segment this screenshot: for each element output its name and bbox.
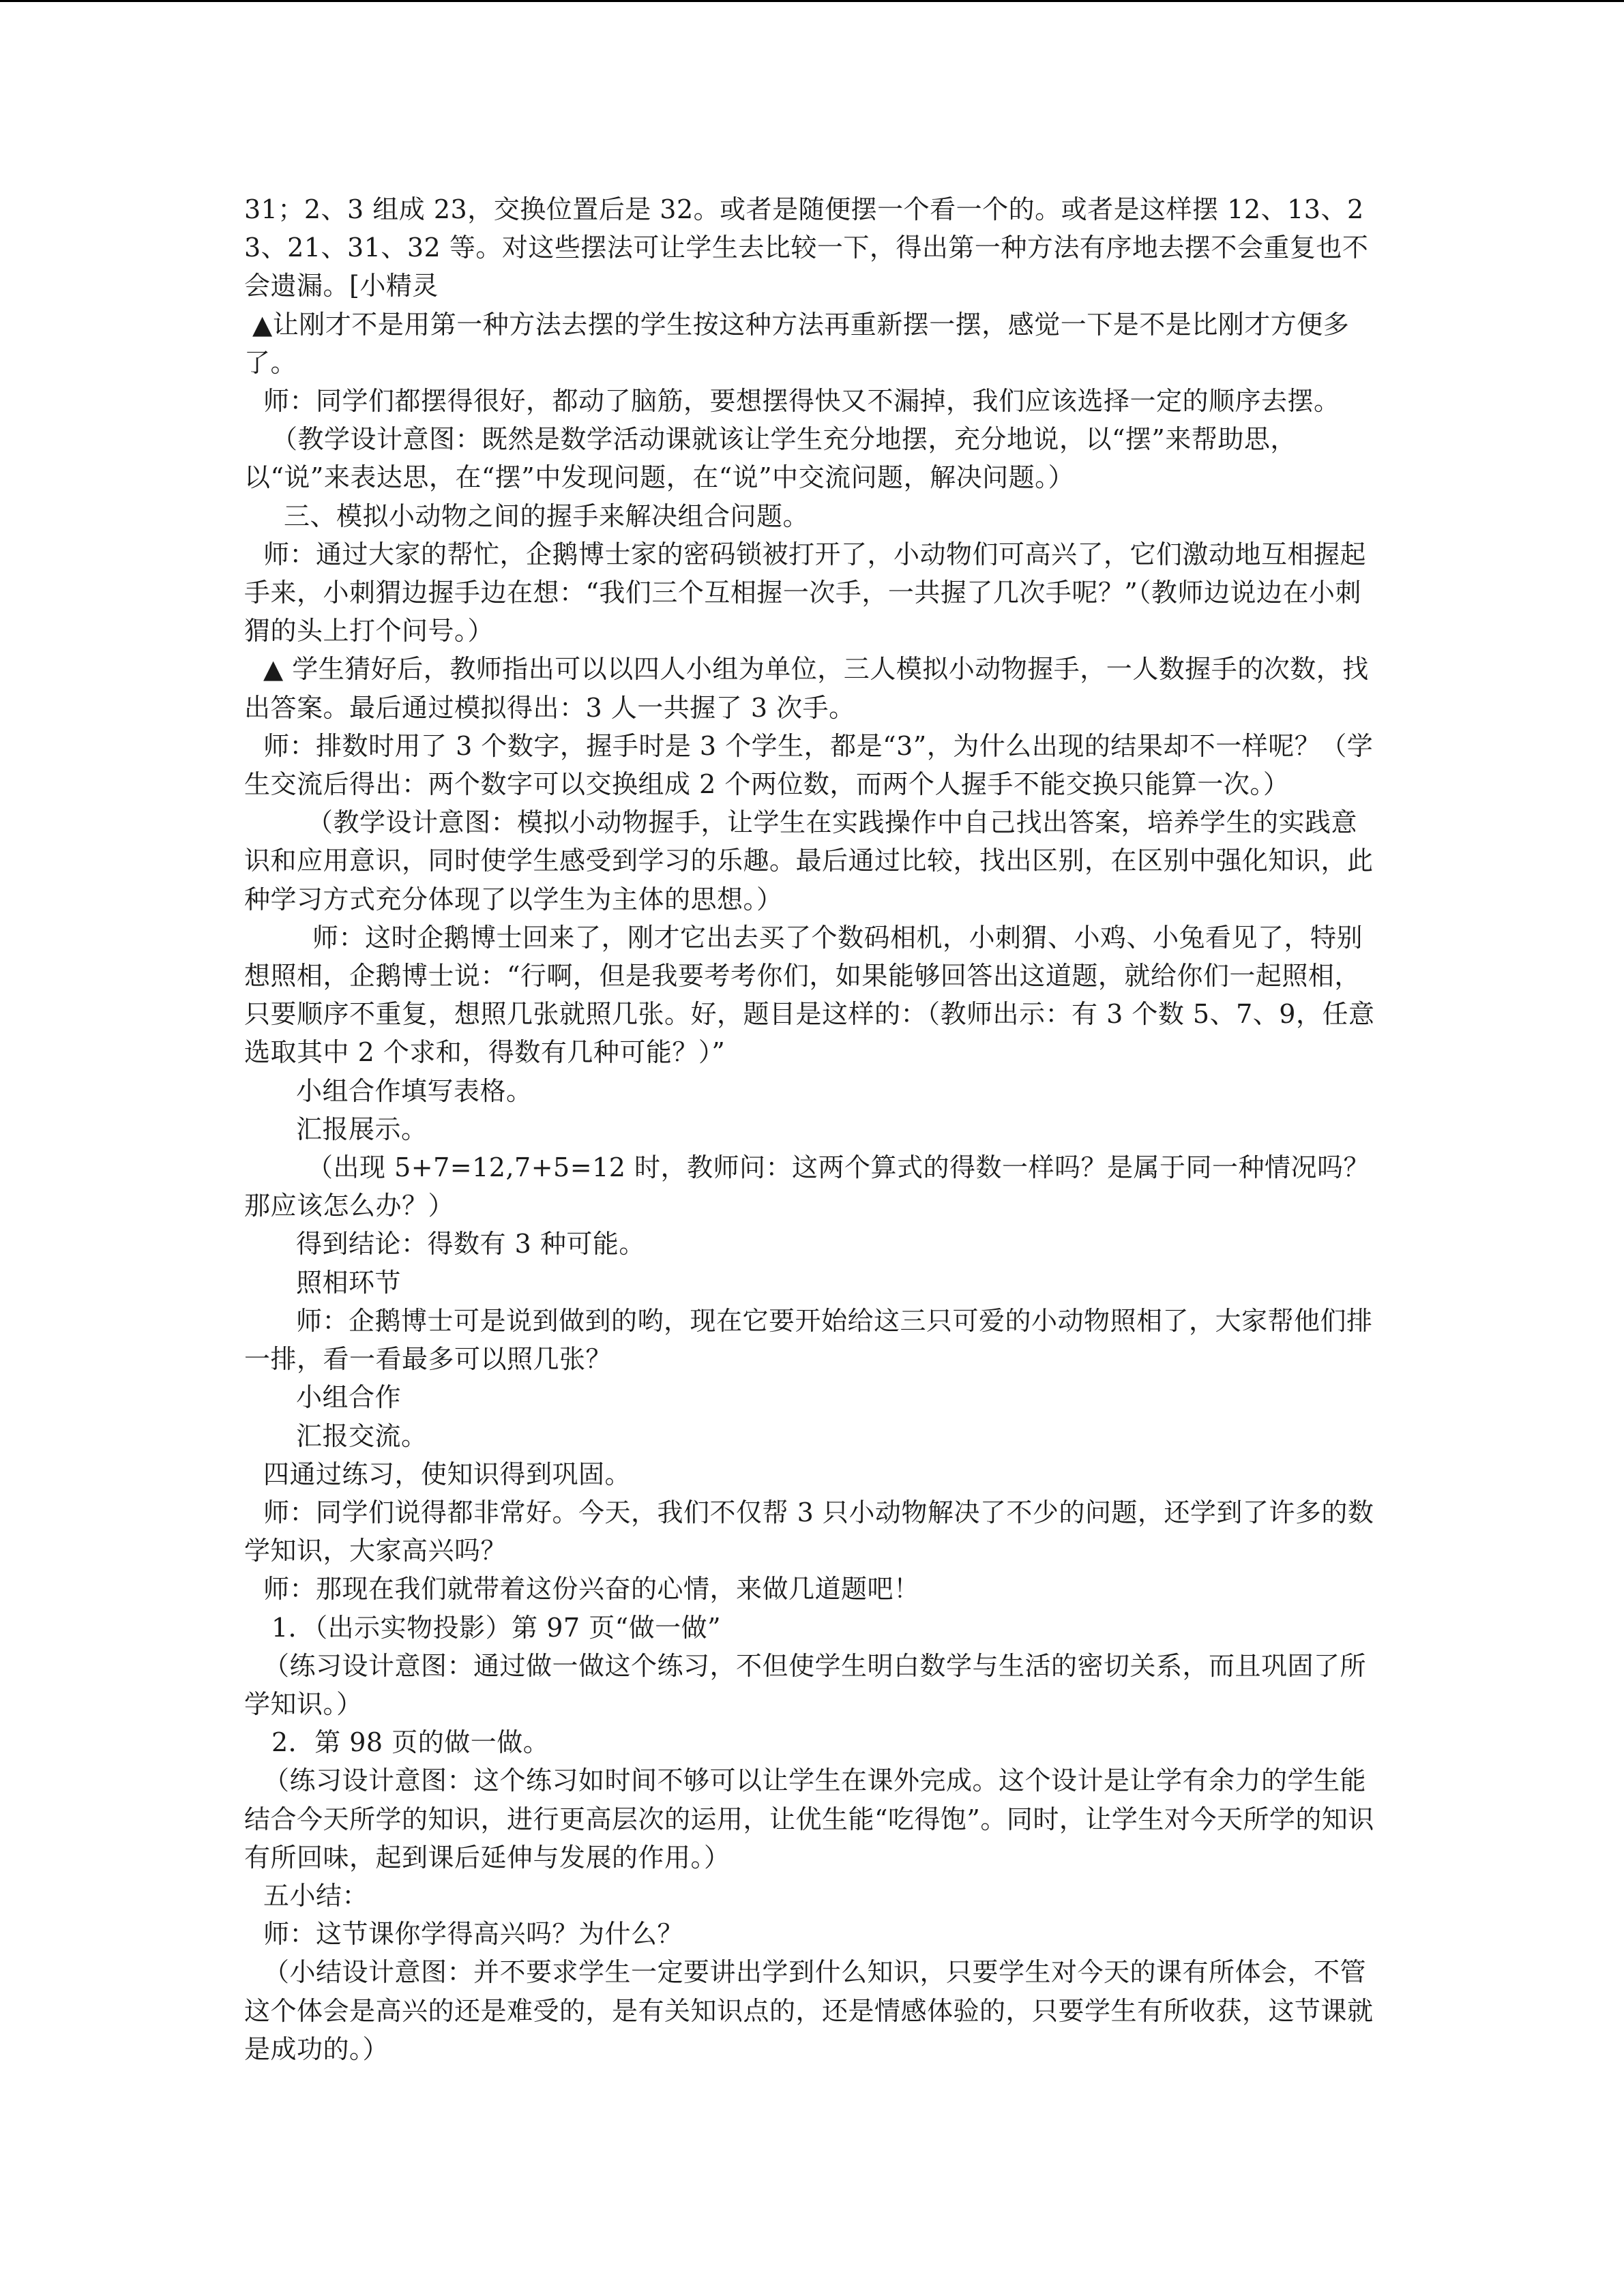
paragraph: 31；2、3 组成 23，交换位置后是 32。或者是随便摆一个看一个的。或者是这样摆 12、13、23、21、31、32 等。对这些摆法可让学生去比较一下，得出第一种方法有序地去摆不会重复也不会遗漏。[小精灵 [244, 194, 1369, 301]
paragraph: （教学设计意图：模拟小动物握手，让学生在实践操作中自己找出答案，培养学生的实践意识和应用意识，同时使学生感受到学习的乐趣。最后通过比较，找出区别，在区别中强化知识，此种学习方式充分体现了以学生为主体的思想。） [244, 807, 1374, 914]
paragraph: 1．（出示实物投影）第 97 页“做一做” [271, 1612, 722, 1643]
paragraph: 师：企鹅博士可是说到做到的哟，现在它要开始给这三只可爱的小动物照相了，大家帮他们排一排，看一看最多可以照几张？ [244, 1305, 1373, 1375]
document-body [244, 190, 1376, 2068]
paragraph: ▲让刚才不是用第一种方法去摆的学生按这种方法再重新摆一摆，感觉一下是不是比刚才方便多了。 [244, 309, 1350, 378]
paragraph: 师：这时企鹅博士回来了，刚才它出去买了个数码相机，小刺猬、小鸡、小兔看见了，特别想照相，企鹅博士说：“行啊，但是我要考考你们，如果能够回答出这道题，就给你们一起照相，只要顺序不重复，想照几张就照几张。好，题目是这样的：（教师出示：有 3 个数 5、7、9，任意选取其中 2 个求和，得数有几种可能？）” [244, 922, 1375, 1068]
paragraph: 三、模拟小动物之间的握手来解决组合问题。 [284, 501, 810, 531]
paragraph: 师：这节课你学得高兴吗？为什么？ [263, 1919, 684, 1950]
paragraph: 四通过练习，使知识得到巩固。 [263, 1459, 632, 1489]
paragraph: （教学设计意图：既然是数学活动课就该让学生充分地摆，充分地说，以“摆”来帮助思，以“说”来表达思，在“摆”中发现问题，在“说”中交流问题，解决问题。） [244, 424, 1297, 493]
paragraph: 照相环节 [296, 1267, 402, 1298]
paragraph: 师：同学们说得都非常好。今天，我们不仅帮 3 只小动物解决了不少的问题，还学到了许多的数学知识，大家高兴吗？ [244, 1497, 1374, 1566]
paragraph: 小组合作填写表格。 [296, 1075, 533, 1106]
paragraph: （练习设计意图：通过做一做这个练习，不但使学生明白数学与生活的密切关系，而且巩固了所学知识。） [244, 1650, 1367, 1719]
paragraph: （出现 5+7=12,7+5=12 时，教师问：这两个算式的得数一样吗？是属于同一种情况吗？那应该怎么办？） [244, 1152, 1370, 1221]
paragraph: 师：通过大家的帮忙，企鹅博士家的密码锁被打开了，小动物们可高兴了，它们激动地互相握起手来，小刺猬边握手边在想：“我们三个互相握一次手，一共握了几次手呢？”（教师边说边在小刺猬的头上打个问号。） [244, 539, 1367, 646]
paragraph: 汇报展示。 [296, 1114, 428, 1144]
paragraph: ▲ 学生猜好后，教师指出可以以四人小组为单位，三人模拟小动物握手，一人数握手的次数，找出答案。最后通过模拟得出：3 人一共握了 3 次手。 [244, 654, 1369, 723]
paragraph: 五小结： [263, 1880, 369, 1911]
paragraph: 师：排数时用了 3 个数字，握手时是 3 个学生，都是“3”，为什么出现的结果却不一样呢？（学生交流后得出：两个数字可以交换组成 2 个两位数，而两个人握手不能交换只能算一次。） [244, 730, 1374, 800]
paragraph: 师：那现在我们就带着这份兴奋的心情，来做几道题吧！ [263, 1574, 920, 1605]
paragraph: （练习设计意图：这个练习如时间不够可以让学生在课外完成。这个设计是让学有余力的学生能结合今天所学的知识，进行更高层次的运用，让优生能“吃得饱”。同时，让学生对今天所学的知识有所回味，起到课后延伸与发展的作用。） [244, 1765, 1374, 1873]
paragraph: 汇报交流。 [296, 1420, 428, 1451]
paragraph: 师：同学们都摆得很好，都动了脑筋，要想摆得快又不漏掉，我们应该选择一定的顺序去摆。 [263, 386, 1340, 417]
paragraph: 得到结论：得数有 3 种可能。 [296, 1229, 645, 1259]
paragraph: （小结设计意图：并不要求学生一定要讲出学到什么知识，只要学生对今天的课有所体会，不管这个体会是高兴的还是难受的，是有关知识点的，还是情感体验的，只要学生有所收获，这节课就是成功的。） [244, 1957, 1374, 2064]
paragraph: 小组合作 [296, 1382, 402, 1413]
paragraph: 2．第 98 页的做一做。 [271, 1727, 550, 1758]
